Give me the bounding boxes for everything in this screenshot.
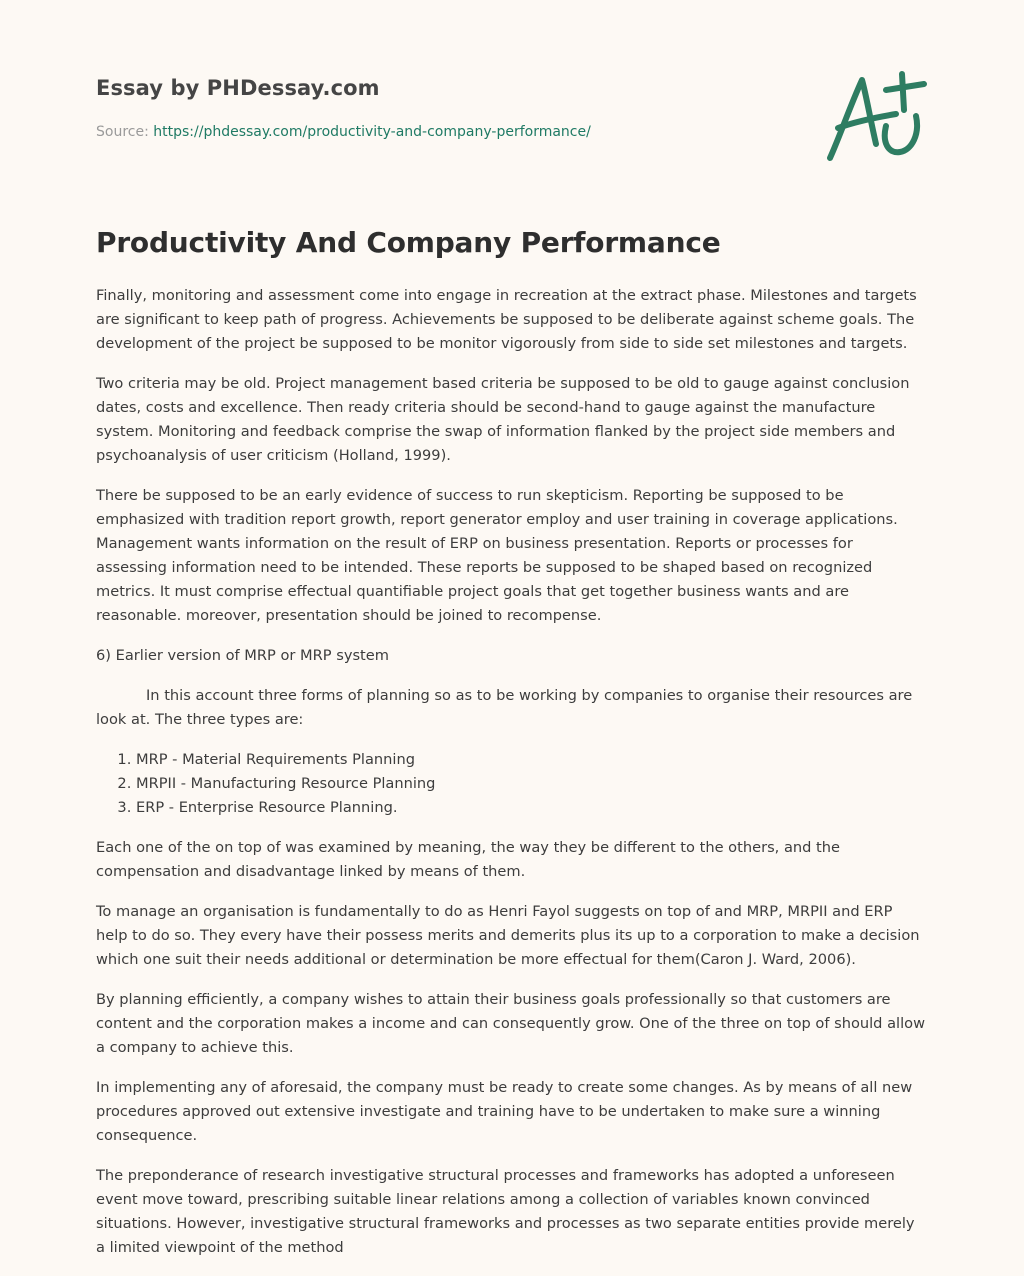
- paragraph: There be supposed to be an early evidence of success to run skepticism. Reporting be supposed to be emphasized with tradition report growth, report generator employ and user training in coverage applications. Management wants information on the result of ERP on business presentation. Reports or processes for assessing information need to be intended. These reports be supposed to be shaped based on recognized metrics. It must comprise effectual quantifiable project goals that get together business wants and are reasonable. moreover, presentation should be joined to recompense.: [96, 487, 898, 624]
- list-item: 2. MRPII - Manufacturing Resource Planning: [136, 772, 928, 796]
- essay-body: [96, 284, 928, 1276]
- site-title: Essay by PHDessay.com: [96, 76, 380, 100]
- list-item: 3. ERP - Enterprise Resource Planning.: [136, 796, 928, 820]
- paragraph: Finally, monitoring and assessment come into engage in recreation at the extract phase. Milestones and targets are significant to keep path of progress. Achievements be supposed to be deliberate against scheme goals. The development of the project be supposed to be monitor vigorously from side to side set milestones and targets.: [96, 287, 917, 352]
- source-line: [96, 124, 591, 140]
- planning-types-list: [96, 748, 928, 820]
- paragraph: The preponderance of research investigative structural processes and frameworks has adopted a unforeseen event move toward, prescribing suitable linear relations among a collection of variables known convinced situations. However, investigative structural frameworks and processes as two separate entities provide merely a limited viewpoint of the method: [96, 1167, 915, 1256]
- source-link[interactable]: https://phdessay.com/productivity-and-company-performance/: [153, 124, 591, 140]
- paragraph: By planning efficiently, a company wishes to attain their business goals professionally so that customers are content and the corporation makes a income and can consequently grow. One of the three on top of should allow a company to achieve this.: [96, 991, 926, 1056]
- paragraph: Two criteria may be old. Project management based criteria be supposed to be old to gauge against conclusion dates, costs and excellence. Then ready criteria should be second-hand to gauge against the manufacture system. Monitoring and feedback comprise the swap of information flanked by the project side members and psychoanalysis of user criticism (Holland, 1999).: [96, 375, 910, 464]
- essay-title: Productivity And Company Performance: [96, 226, 721, 259]
- paragraph: In this account three forms of planning so as to be working by companies to organise their resources are look at. The three types are:: [96, 687, 913, 728]
- paragraph: To manage an organisation is fundamentally to do as Henri Fayol suggests on top of and MRP, MRPII and ERP help to do so. They every have their possess merits and demerits plus its up to a corporation to make a decision which one suit their needs additional or determination be more effectual for them(Caron J. Ward, 2006).: [96, 903, 920, 968]
- paragraph: In implementing any of aforesaid, the company must be ready to create some changes. As by means of all new procedures approved out extensive investigate and training have to be undertaken to make sure a winning consequence.: [96, 1079, 913, 1144]
- source-label: Source:: [96, 124, 154, 140]
- list-item: 1. MRP - Material Requirements Planning: [136, 748, 928, 772]
- a-plus-logo-icon: [820, 66, 928, 166]
- section-heading: 6) Earlier version of MRP or MRP system: [96, 647, 389, 664]
- paragraph: Each one of the on top of was examined by meaning, the way they be different to the others, and the compensation and disadvantage linked by means of them.: [96, 839, 840, 880]
